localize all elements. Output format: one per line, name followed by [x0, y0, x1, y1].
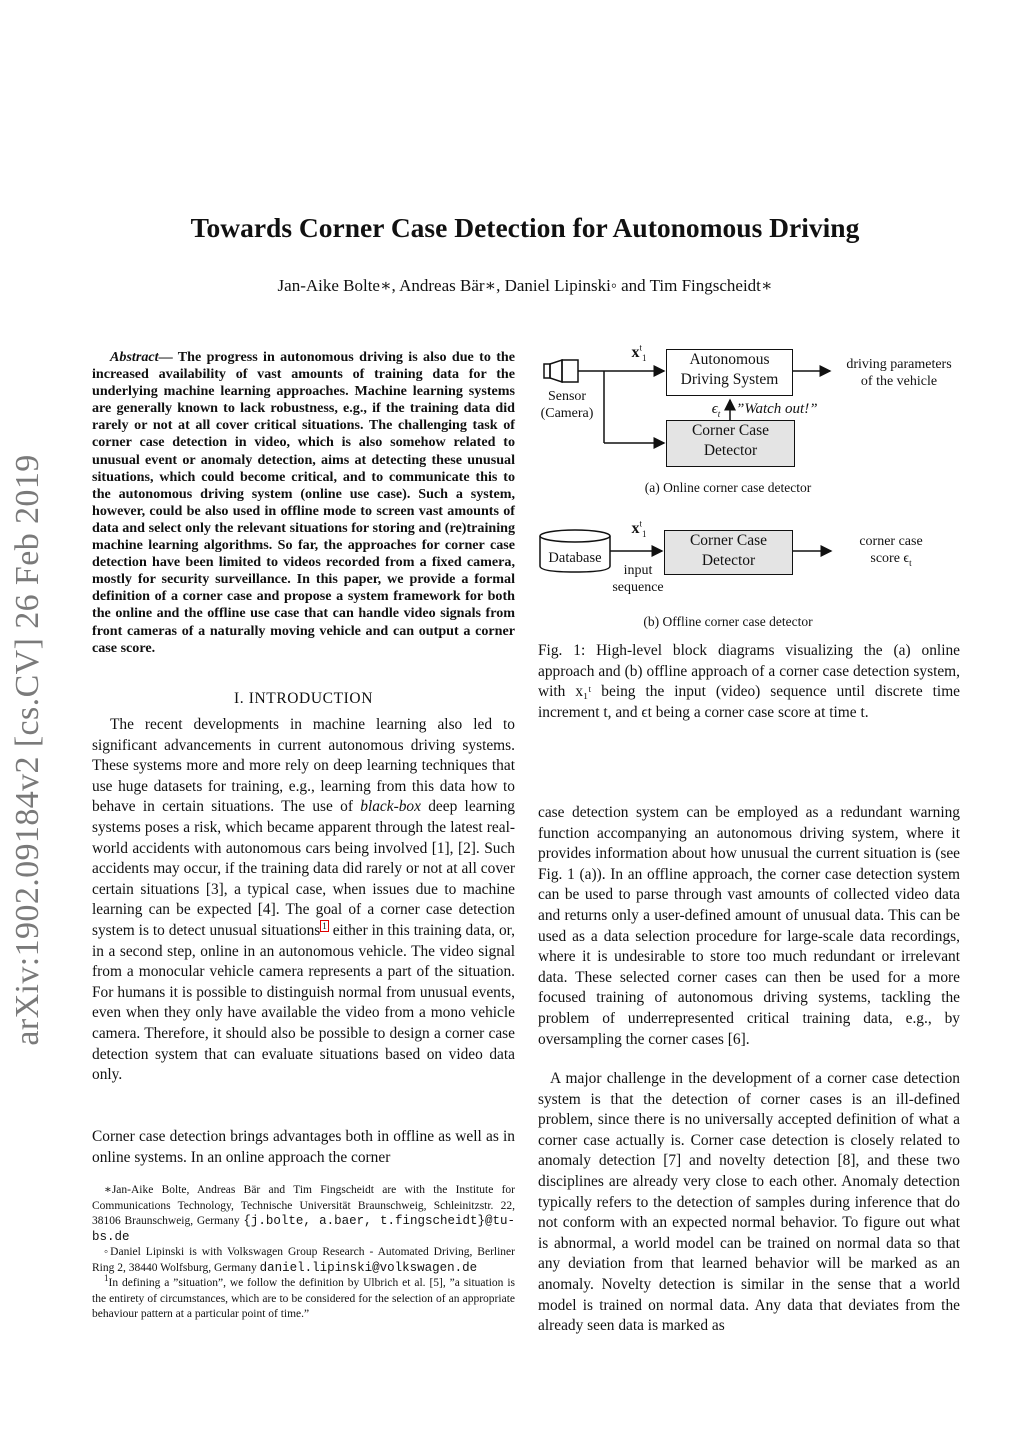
figure-caption: Fig. 1: High-level block diagrams visualizing the (a) online approach and (b) offline approach of a corner case detection system, with x₁ᵗ being the input (video) sequence until discrete time increment t, and ϵt being a corner case score at time t. [538, 642, 960, 721]
corner-case-detector-block-online [666, 420, 795, 467]
intro-text: deep learning systems poses a risk, which became apparent through the latest real-world accidents with autonomous cars being involved [1], [2]. Such accidents may occur, if the training data did rarely or not at all cover certain situations [3], a typical case, when issues due to machine learning can be expected [4]. The goal of a corner case detection system is to detect unusual situations [92, 798, 515, 939]
signal-symbol: x [631, 344, 640, 361]
sensor-label [532, 388, 602, 422]
figure-1 [530, 340, 970, 640]
email-address: daniel.lipinski@volkswagen.de [259, 1260, 478, 1275]
epsilon-symbol: ϵ [711, 401, 718, 417]
signal-subscript: 1 [642, 353, 647, 364]
right-column-paragraph-1: case detection system can be employed as a redundant warning function accompanying an autonomous driving system, where it provides information about how unusual the current situation is (see Fig. 1 (a)). In an offline approach, the corner case detection system can be used to parse through vast amounts of collected video data and returns only a user-defined amount of unusual data. This can be used as a data selection procedure for large-scale data recordings, where it is undesirable to store too much redundant or irrelevant data. These selected corner cases can then be used for a more focused training of autonomous driving systems, tackling the problem of underrepresented critical training data, e.g., by oversampling the corner cases [6]. [538, 804, 960, 1048]
autonomous-driving-system-block [666, 349, 793, 396]
block-label: Detector [703, 442, 758, 459]
footnote-text: ∗Jan-Aike Bolte, Andreas Bär and Tim Fingscheidt are with the Institute for Communications Technology, Technische Universität Braunschweig, Schleinitzstr. 22, 38106 Braunschweig, Germany [92, 1184, 515, 1227]
signal-label-offline [624, 520, 654, 543]
corner-case-detector-block-offline [664, 530, 793, 575]
signal-superscript: t [639, 518, 642, 529]
block-label: Detector [701, 552, 756, 569]
signal-superscript: t [639, 342, 642, 353]
camera-icon [544, 360, 578, 382]
block-label: Driving System [680, 371, 779, 388]
signal-subscript: 1 [642, 529, 647, 540]
label-line: corner case [859, 534, 923, 549]
watch-out-label: ”Watch out!” [736, 401, 818, 417]
footnote-text: ◦Daniel Lipinski is with Volkswagen Group Research - Automated Driving, Berliner Ring 2, 38440 Wolfsburg, Germany [92, 1246, 515, 1274]
footnote-affiliation-1 [92, 1183, 515, 1245]
sensor-label-line: Sensor [547, 389, 587, 404]
footnote-1 [92, 1273, 515, 1323]
sensor-label-line: (Camera) [540, 406, 594, 421]
abstract-label: Abstract [110, 349, 159, 365]
abstract-text: — The progress in autonomous driving is also due to the increased availability of vast amounts of training data for the underlying machine learning approaches. Machine learning systems are generally known to lack robustness, e.g., if the training data did rarely or not at all cover critical situations. The challenging task of corner case detection in video, which is also somehow related to unusual event or anomaly detection, aims at detecting these unusual situations, which could become critical, and to communicate this to the autonomous driving system (online use case). Such a system, however, could be also used in offline mode to screen vast amounts of data and select only the relevant situations for storing and (re)training machine learning algorithms. So far, the approaches for corner case detection have been limited to videos recorded from a fixed camera, mostly for security surveillance. In this paper, we provide a formal definition of a corner case and propose a system framework for both the online and the offline use case that can handle video signals from front cameras of a naturally moving vehicle and can output a corner case score. [92, 349, 515, 656]
label-line: score ϵ [870, 551, 910, 566]
subfigure-caption-b: (b) Offline corner case detector [643, 614, 813, 629]
block-label: Corner Case [691, 422, 770, 439]
intro-text: The recent developments in machine learning also led to significant advancements in current autonomous driving systems. These systems more and more rely on deep learning techniques that use huge datasets for training, e.g., learning from this data how to behave in certain situations. The use of [92, 716, 515, 816]
arxiv-identifier: arXiv:1902.09184v2 [cs.CV] 26 Feb 2019 [9, 454, 46, 1046]
signal-symbol: x [631, 520, 640, 537]
block-label: Corner Case [689, 532, 768, 549]
corner-case-score-label [836, 533, 946, 572]
subfigure-caption-a: (a) Online corner case detector [644, 480, 812, 495]
email-address: {j.bolte, a.baer, t.fingscheidt}@tu-bs.de [92, 1214, 516, 1244]
label-line: input [623, 563, 653, 578]
label-line: sequence [612, 580, 664, 595]
signal-label-online [624, 344, 654, 367]
section-heading: I. INTRODUCTION [233, 690, 373, 707]
input-sequence-label [605, 562, 671, 596]
database-label: Database [548, 550, 602, 566]
intro-paragraph-2: Corner case detection brings advantages both in offline as well as in online systems. In an online approach the corner [92, 1128, 515, 1166]
footnotes [92, 1183, 515, 1323]
right-column-paragraph-2: A major challenge in the development of a corner case detection system is that the detection of corner cases is an ill-defined problem, since there is no universally accepted definition of what a corner case actually is. Corner case detection is closely related to anomaly detection [7] and novelty detection [8], and these two disciplines are already very close to each other. Anomaly detection typically refers to the detection of samples during inference that do not conform with an expected normal behavior. To figure out what is abnormal, a world model can be trained on normal data so that any deviation from that learned behavior will be marked as an anomaly. Novelty detection is similar in the sense that a world model is trained on normal data. Any data that deviates from the already seen data is marked as [538, 1070, 960, 1335]
epsilon-subscript: t [909, 557, 912, 568]
author-list: Jan-Aike Bolte∗, Andreas Bär∗, Daniel Lipinski◦ and Tim Fingscheidt∗ [277, 276, 773, 295]
intro-paragraph-1 [92, 715, 515, 1086]
epsilon-label [706, 401, 726, 423]
label-line: driving parameters [846, 357, 952, 372]
footnote-text: In defining a ”situation”, we follow the definition by Ulbrich et al. [5], ”a situation is the entirety of circumstances, which are to be considered for the selection of an appropriate behaviour pattern at a particular point of time.” [92, 1277, 515, 1320]
footnote-affiliation-2 [92, 1245, 515, 1276]
abstract [92, 349, 515, 657]
label-line: of the vehicle [860, 374, 938, 389]
block-label: Autonomous [689, 351, 770, 368]
intro-text: either in this training data, or, in a second step, online in an autonomous vehicle. The video signal from a monocular vehicle camera represents a part of the situation. For humans it is possible to distinguish normal from unusual events, even when they only have available the video from a mono vehicle camera. Therefore, it should also be possible to design a corner case detection system that can evaluate situations based on video data only. [92, 921, 515, 1084]
paper-title: Towards Corner Case Detection for Autonomous Driving [190, 212, 860, 243]
driving-parameters-label [832, 356, 966, 390]
epsilon-subscript: t [717, 409, 721, 419]
footnote-number: 1 [104, 1273, 109, 1284]
footnote-reference-link[interactable]: 1 [322, 920, 327, 931]
intro-emphasis: black-box [360, 798, 421, 816]
